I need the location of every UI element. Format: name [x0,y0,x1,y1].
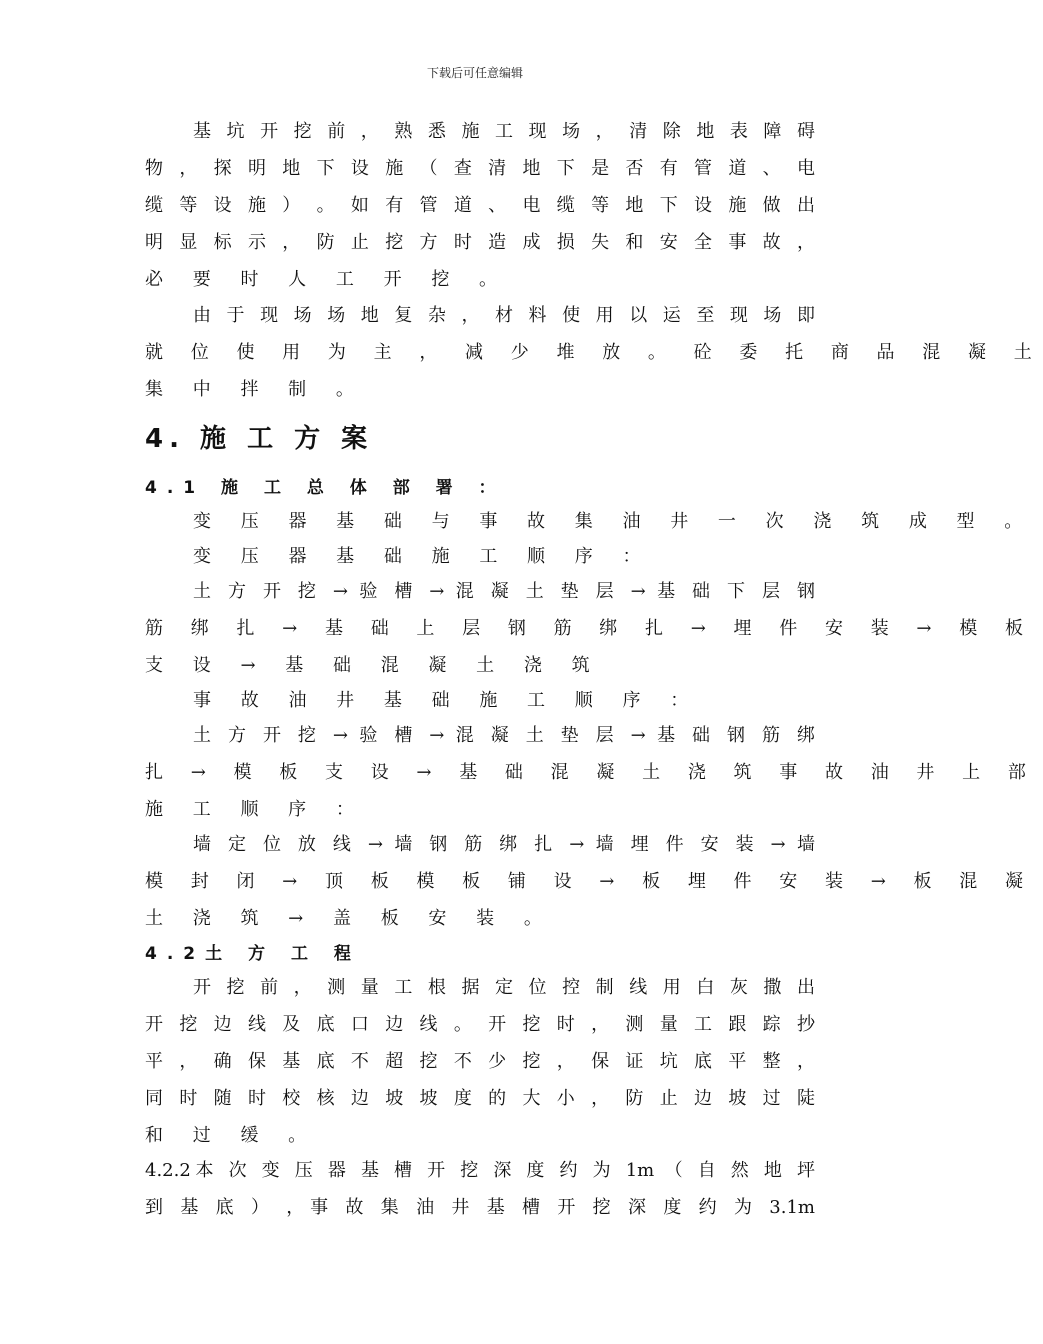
paragraph-line: 明 显 标 示 ， 防 止 挖 方 时 造 成 损 失 和 安 全 事 故 ， [145,232,815,253]
paragraph-line: 物 ， 探 明 地 下 设 施 （ 查 清 地 下 是 否 有 管 道 、 电 [145,158,815,179]
section-heading: 4. 施 工 方 案 [145,424,374,454]
paragraph-line: 开 挖 前 ， 测 量 工 根 据 定 位 控 制 线 用 白 灰 撒 出 [193,977,815,998]
paragraph-line: 同 时 随 时 校 核 边 坡 坡 度 的 大 小 ， 防 止 边 坡 过 陡 [145,1088,815,1109]
paragraph-line: 平 ， 确 保 基 底 不 超 挖 不 少 挖 ， 保 证 坑 底 平 整 ， [145,1051,815,1072]
sequence-line: 模 封 闭 → 顶 板 模 板 铺 设 → 板 埋 件 安 装 → 板 混 凝 [145,871,1034,892]
sequence-line: 筋 绑 扎 → 基 础 上 层 钢 筋 绑 扎 → 埋 件 安 装 → 模 板 [145,618,1034,639]
sequence-line: 土 方 开 挖 → 验 槽 → 混 凝 土 垫 层 → 基 础 钢 筋 绑 [193,725,815,746]
page-header: 下载后可任意编辑 [426,66,523,80]
subsection-heading: 4.2土 方 工 程 [145,944,361,964]
subsection-heading: 4.1 施 工 总 体 部 署 ： [145,478,506,498]
paragraph-line: 事 故 油 井 基 础 施 工 顺 序 ： [193,690,701,711]
paragraph-line: 必 要 时 人 工 开 挖 。 [145,269,510,290]
paragraph-line: 4.2.2本 次 变 压 器 基 槽 开 挖 深 度 约 为 1m （ 自 然 地 坪 [145,1160,815,1181]
paragraph-line: 基 坑 开 挖 前 ， 熟 悉 施 工 现 场 ， 清 除 地 表 障 碍 [193,121,815,142]
paragraph-line: 变 压 器 基 础 与 事 故 集 油 井 一 次 浇 筑 成 型 。 [193,511,1035,532]
sequence-line: 墙 定 位 放 线 → 墙 钢 筋 绑 扎 → 墙 埋 件 安 装 → 墙 [193,834,815,855]
paragraph-line: 缆 等 设 施 ） 。 如 有 管 道 、 电 缆 等 地 下 设 施 做 出 [145,195,815,216]
paragraph-line: 就 位 使 用 为 主 ， 减 少 堆 放 。 砼 委 托 商 品 混 凝 土 [145,342,1043,363]
sequence-line: 支 设 → 基 础 混 凝 土 浇 筑 [145,655,602,676]
paragraph-line: 到 基 底 ） ，事 故 集 油 井 基 槽 开 挖 深 度 约 为 3.1m [145,1197,815,1218]
paragraph-line: 集 中 拌 制 。 [145,379,366,400]
paragraph-line: 变 压 器 基 础 施 工 顺 序 ： [193,546,653,567]
sequence-line: 扎 → 模 板 支 设 → 基 础 混 凝 土 浇 筑 事 故 油 井 上 部 [145,762,1037,783]
sequence-line: 施 工 顺 序 ： [145,799,366,820]
sequence-line: 土 浇 筑 → 盖 板 安 装 。 [145,908,554,929]
paragraph-line: 由 于 现 场 场 地 复 杂 ， 材 料 使 用 以 运 至 现 场 即 [193,305,815,326]
paragraph-line: 和 过 缓 。 [145,1125,319,1146]
paragraph-line: 开 挖 边 线 及 底 口 边 线 。 开 挖 时 ， 测 量 工 跟 踪 抄 [145,1014,815,1035]
sequence-line: 土 方 开 挖 → 验 槽 → 混 凝 土 垫 层 → 基 础 下 层 钢 [193,581,815,602]
